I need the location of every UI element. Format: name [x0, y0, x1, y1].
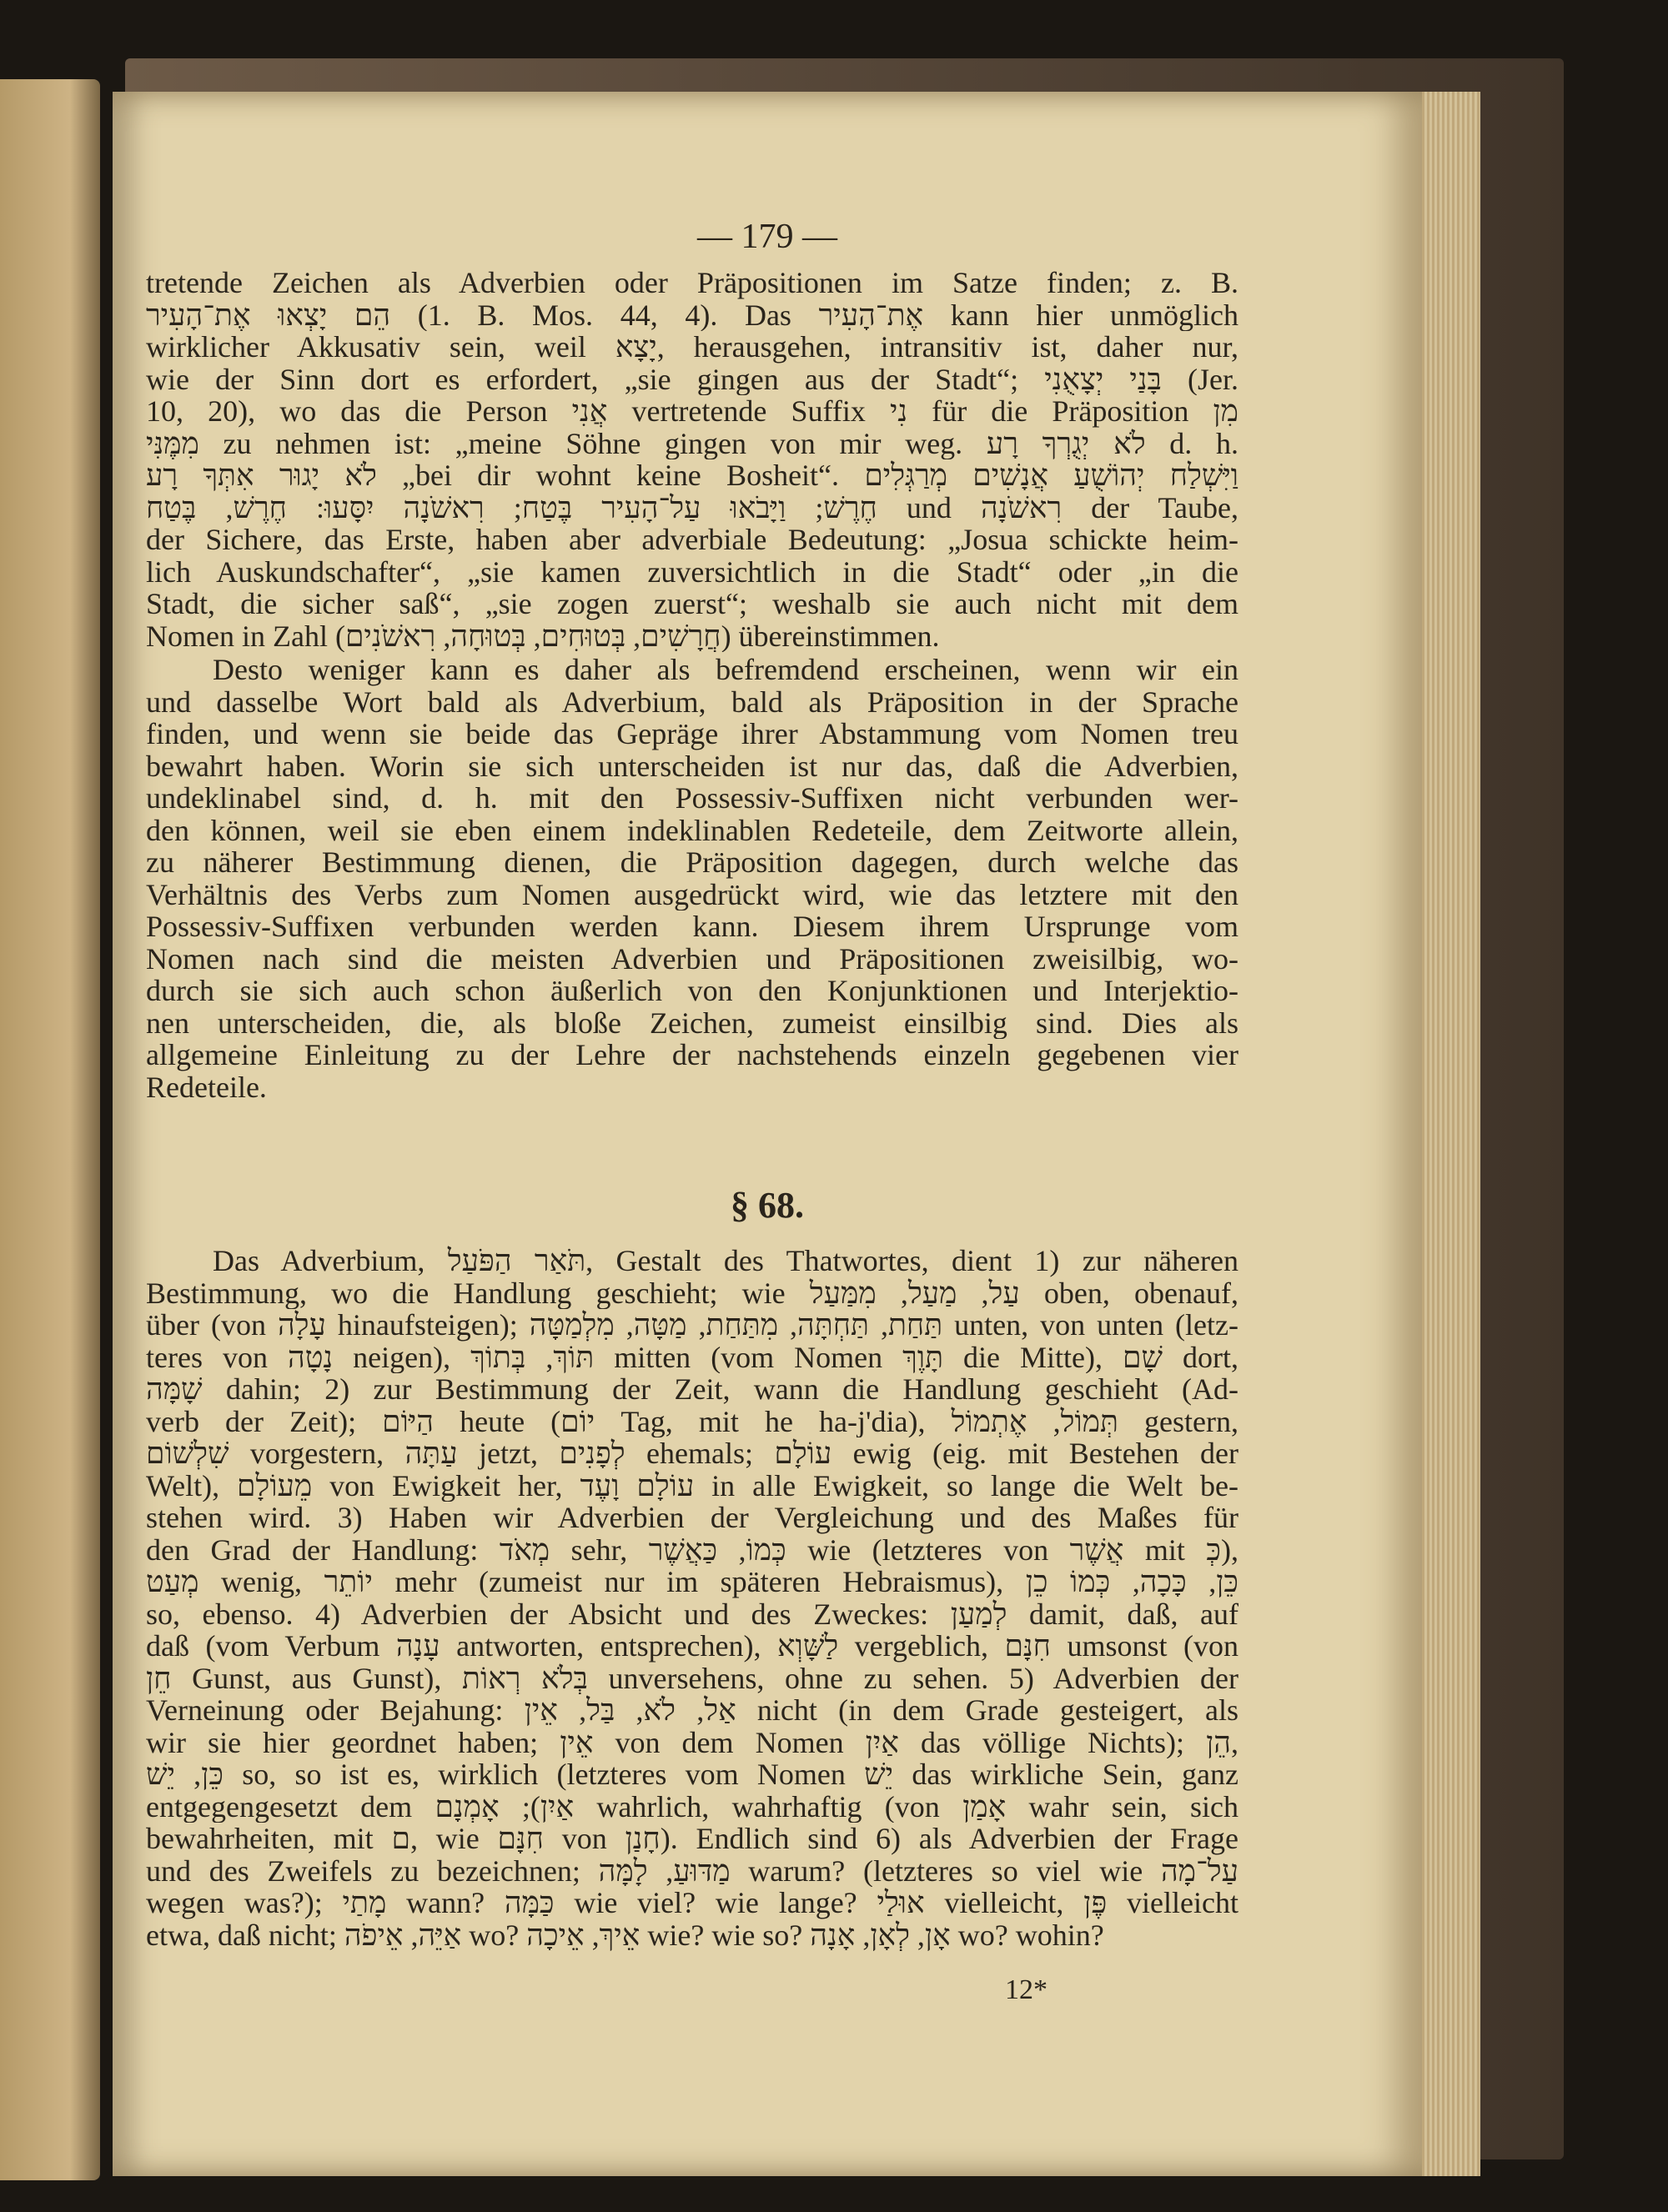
section-heading: § 68. [731, 1185, 804, 1226]
text-line: den Grad der Handlung: מְאֹד sehr, כְּמוֹ, כַּאֲשֶׁר wie (letzteres von אֲשֶׁר mit כְּ), [146, 1533, 1238, 1566]
text-line: Nomen in Zahl (חֲרָשִׁים, בְּטוּחִים, בְּטוּחָה, רִאשֹׁנִים) übereinstimmen. [146, 619, 940, 652]
text-line: מִמֶּנִּי zu nehmen ist: „meine Söhne gingen von mir weg. לֹא יְגֻרְךָ רָע d. h. [146, 427, 1238, 459]
text-line: entgegengesetzt dem אַיִן); אָמְנָם wahrlich, wahrhaftig (von אָמַן wahr sein, sich [146, 1790, 1238, 1823]
text-line: Nomen nach sind die meisten Adverbien und Präpositionen zweisilbig, wo- [146, 942, 1238, 975]
text-line: lich Auskundschafter“, „sie kamen zuversichtlich in die Stadt“ oder „in die [146, 555, 1238, 588]
text-line: nen unterscheiden, die, als bloße Zeichen, zumeist einsilbig sind. Dies als [146, 1006, 1238, 1039]
text-line: den können, weil sie eben einem indeklinablen Redeteile, dem Zeitworte allein, [146, 814, 1238, 846]
page-number: — 179 — [697, 218, 837, 256]
text-line: חֵן Gunst, aus Gunst), בְּלֹא רְאוֹת unversehens, ohne zu sehen. 5) Adverbien der [146, 1662, 1238, 1694]
left-page-edge [0, 79, 100, 2180]
text-line: Redeteile. [146, 1071, 267, 1103]
text-line: der Sichere, das Erste, haben aber adverbiale Bedeutung: „Josua schickte heim- [146, 524, 1238, 556]
text-line: wie der Sinn dort es erfordert, „sie gingen aus der Stadt“; בָּנַי יְצָאֻנִי (Jer. [146, 363, 1238, 395]
text-line: bewahrheiten, mit ם, wie חִנָּם von חָנַן). Endlich sind 6) als Adverbien der Frage [146, 1823, 1238, 1855]
text-line: etwa, daß nicht; אַיֵּה, אֵיפֹה wo? אֵיךְ, אֵיכָה wie? wie so? אָן, לְאָן, אָנָה wo? wohin? [146, 1919, 1104, 1951]
text-line: Verneinung oder Bejahung: אַל, לֹא, בַּל, אֵין nicht (in dem Grade gesteigert, als [146, 1694, 1238, 1727]
text-line: שִׁלְשׁוֹם vorgestern, עַתָּה jetzt, לְפָנִים ehemals; עוֹלָם ewig (eig. mit Bestehen der [146, 1437, 1238, 1470]
text-line: und des Zweifels zu bezeichnen; מַדּוּעַ, לָמָּה warum? (letzteres so viel wie עַל־מָה [146, 1854, 1238, 1887]
text-line: Das Adverbium, תֹּאַר הַפֹּעַל, Gestalt des Thatwortes, dient 1) zur näheren [213, 1245, 1238, 1277]
paragraph-desto [146, 654, 1238, 1103]
signature-mark: 12* [1005, 1974, 1048, 2005]
text-line: Desto weniger kann es daher als befremdend erscheinen, wenn wir ein [213, 654, 1238, 686]
book-page [113, 92, 1422, 2176]
text-line: כֵּן, יֵשׁ so, so ist es, wirklich (letzteres vom Nomen יֵשׁ das wirkliche Sein, ganz [146, 1758, 1238, 1791]
text-line: daß (vom Verbum עָנָה antworten, entsprechen), לַשָּׁוְא vergeblich, חִנָּם umsonst (von [146, 1630, 1238, 1663]
text-line: Verhältnis des Verbs zum Nomen ausgedrückt wird, wie das letztere mit den [146, 878, 1238, 910]
text-line: wegen was?); מָתַי wann? כַּמָּה wie viel? wie lange? אוּלַי vielleicht, פֶּן vielleicht [146, 1887, 1238, 1919]
text-line: zu näherer Bestimmung dienen, die Präposition dagegen, durch welche das [146, 846, 1238, 879]
text-line: allgemeine Einleitung zu der Lehre der nachstehends einzeln gegebenen vier [146, 1039, 1238, 1071]
text-line: stehen wird. 3) Haben wir Adverbien der Vergleichung und des Maßes für [146, 1502, 1238, 1534]
page-stack-edge [1422, 92, 1480, 2176]
text-line: Possessiv-Suffixen verbunden werden kann. Diesem ihrem Ursprunge vom [146, 910, 1238, 943]
text-line: חֶרֶשׁ; וַיָּבֹאוּ עַל־הָעִיר בֶּטַח; רִאשֹׁנָה יִסָּעוּ: חֶרֶשׁ, בֶּטַח und רִאשֹׁנָה der Taube, [146, 491, 1238, 524]
text-line: wir sie hier geordnet haben; אֵין von dem Nomen אַיִן das völlige Nichts); הֵן, [146, 1726, 1238, 1758]
text-line: verb der Zeit); הַיּוֹם heute (יוֹם Tag, mit he ha-j'dia), תְּמוֹל, אֶתְמוֹל gestern, [146, 1405, 1238, 1437]
paragraph-intro [146, 267, 1238, 652]
text-line: tretende Zeichen als Adverbien oder Präpositionen im Satze finden; z. B. [146, 267, 1238, 299]
text-line: Stadt, die sicher saß“, „sie zogen zuerst“; weshalb sie auch nicht mit dem [146, 588, 1238, 620]
text-line: wirklicher Akkusativ sein, weil יָצָא, herausgehen, intransitiv ist, daher nur, [146, 331, 1238, 364]
text-line: über (von עָלָה hinaufsteigen); תַּחַת, תַּחְתָּה, מִתַּחַת, מַטָּה, מִלְמַטָּה unten, von unten (letz- [146, 1309, 1238, 1342]
text-line: durch sie sich auch schon äußerlich von den Konjunktionen und Interjektio- [146, 975, 1238, 1007]
text-line: undeklinabel sind, d. h. mit den Possessiv-Suffixen nicht verbunden wer- [146, 782, 1238, 815]
text-line: הֵם יָצְאוּ אֶת־הָעִיר (1. B. Mos. 44, 4). Das אֶת־הָעִיר kann hier unmöglich [146, 298, 1238, 331]
paragraph-section-68 [146, 1245, 1238, 1951]
text-line: Welt), מֵעוֹלָם von Ewigkeit her, עוֹלָם וָעֶד in alle Ewigkeit, so lange die Welt be- [146, 1469, 1238, 1502]
text-line: bewahrt haben. Worin sie sich unterscheiden ist nur das, daß die Adverbien, [146, 750, 1238, 782]
text-line: מְעַט wenig, יוֹתֵר mehr (zumeist nur im späteren Hebraismus), כֵּן, כָּכָה, כְּמוֹ כֵן [146, 1566, 1238, 1598]
text-line: teres von נָטָה neigen), תּוֹךְ, בְּתוֹךְ mitten (vom Nomen תָּוֶךְ die Mitte), שָׁם dort, [146, 1341, 1238, 1373]
text-line: Bestimmung, wo die Handlung geschieht; wie עַל, מַעַל, מִמַּעַל oben, obenauf, [146, 1277, 1238, 1309]
text-line: שָׁמָּה dahin; 2) zur Bestimmung der Zeit, wann die Handlung geschieht (Ad- [146, 1373, 1238, 1406]
text-line: und dasselbe Wort bald als Adverbium, bald als Präposition in der Sprache [146, 685, 1238, 718]
text-line: finden, und wenn sie beide das Gepräge ihrer Abstammung vom Nomen treu [146, 718, 1238, 750]
text-line: so, ebenso. 4) Adverbien der Absicht und des Zweckes: לְמַעַן damit, daß, auf [146, 1598, 1238, 1630]
text-line: לֹא יָגוּר אִתְּךָ רָע „bei dir wohnt keine Bosheit“. וַיִּשְׁלַח יְהוֹשֻׁעַ אֲנָשִׁים מְרַגְּלִים [146, 459, 1238, 492]
text-line: 10, 20), wo das die Person אֲנִי vertretende Suffix נִי für die Präposition מִן [146, 395, 1238, 428]
